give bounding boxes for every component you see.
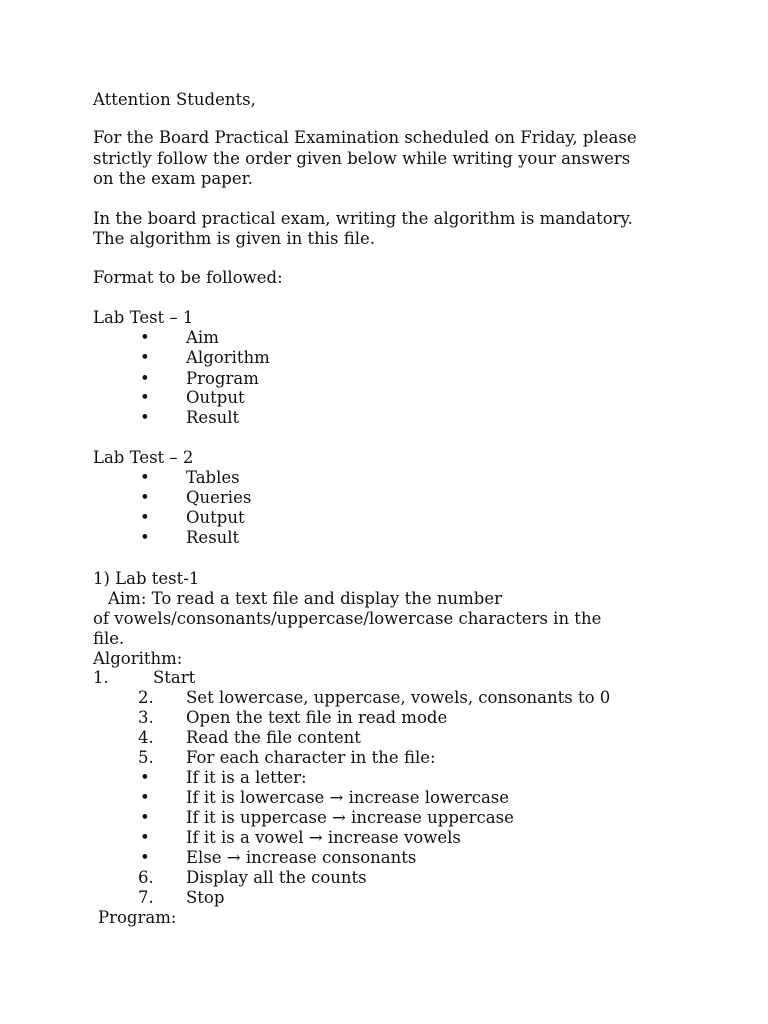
step-text: If it is uppercase → increase uppercase: [186, 808, 514, 827]
list-item: Output: [186, 388, 245, 407]
step-marker: 3.: [138, 708, 154, 727]
step-marker: 5.: [138, 748, 154, 767]
mandatory-line: The algorithm is given in this file.: [93, 229, 376, 248]
intro-line: For the Board Practical Examination scheduled on Friday, please: [93, 128, 637, 147]
bullet-icon: •: [140, 369, 150, 388]
lab-test-1-heading: Lab Test – 1: [93, 308, 194, 327]
bullet-icon: •: [140, 788, 150, 807]
greeting: Attention Students,: [93, 90, 256, 109]
list-item: Aim: [186, 328, 219, 347]
bullet-icon: •: [140, 508, 150, 527]
bullet-icon: •: [140, 828, 150, 847]
section-heading: 1) Lab test-1: [93, 569, 200, 588]
bullet-icon: •: [140, 528, 150, 547]
bullet-icon: •: [140, 848, 150, 867]
step-marker: 2.: [138, 688, 154, 707]
list-item: Tables: [186, 468, 240, 487]
list-item: Queries: [186, 488, 252, 507]
step-text: If it is a vowel → increase vowels: [186, 828, 461, 847]
step-text: Display all the counts: [186, 868, 367, 887]
list-item: Result: [186, 408, 240, 427]
step-text: Set lowercase, uppercase, vowels, consonants to 0: [186, 688, 611, 707]
bullet-icon: •: [140, 488, 150, 507]
lab-test-2-heading: Lab Test – 2: [93, 448, 194, 467]
step-marker: 4.: [138, 728, 154, 747]
bullet-icon: •: [140, 348, 150, 367]
bullet-icon: •: [140, 328, 150, 347]
aim-label: Aim:: [108, 589, 147, 608]
aim-text: To read a text file and display the number: [151, 589, 503, 608]
step-text: Read the file content: [186, 728, 361, 747]
list-item: Result: [186, 528, 240, 547]
step-text: If it is lowercase → increase lowercase: [186, 788, 510, 807]
list-item: Program: [186, 369, 259, 388]
step-text: Else → increase consonants: [186, 848, 417, 867]
mandatory-line: In the board practical exam, writing the algorithm is mandatory.: [93, 209, 633, 228]
bullet-icon: •: [140, 768, 150, 787]
intro-line: strictly follow the order given below while writing your answers: [93, 149, 631, 168]
step-marker: 7.: [138, 888, 154, 907]
step-text: Stop: [186, 888, 225, 907]
program-label: Program:: [98, 908, 177, 927]
intro-line: on the exam paper.: [93, 169, 253, 188]
format-heading: Format to be followed:: [93, 268, 283, 287]
step-text: Open the text file in read mode: [186, 708, 448, 727]
bullet-icon: •: [140, 408, 150, 427]
step-text: Start: [153, 668, 196, 687]
step-text: If it is a letter:: [186, 768, 307, 787]
aim-line: of vowels/consonants/uppercase/lowercase characters in the: [93, 609, 602, 628]
algorithm-label: Algorithm:: [93, 649, 183, 668]
list-item: Output: [186, 508, 245, 527]
step-number: 1.: [93, 668, 109, 687]
list-item: Algorithm: [186, 348, 270, 367]
bullet-icon: •: [140, 388, 150, 407]
bullet-icon: •: [140, 808, 150, 827]
aim-line: [108, 589, 502, 609]
step-text: For each character in the file:: [186, 748, 436, 767]
aim-line: file.: [93, 629, 125, 648]
step-marker: 6.: [138, 868, 154, 887]
bullet-icon: •: [140, 468, 150, 487]
